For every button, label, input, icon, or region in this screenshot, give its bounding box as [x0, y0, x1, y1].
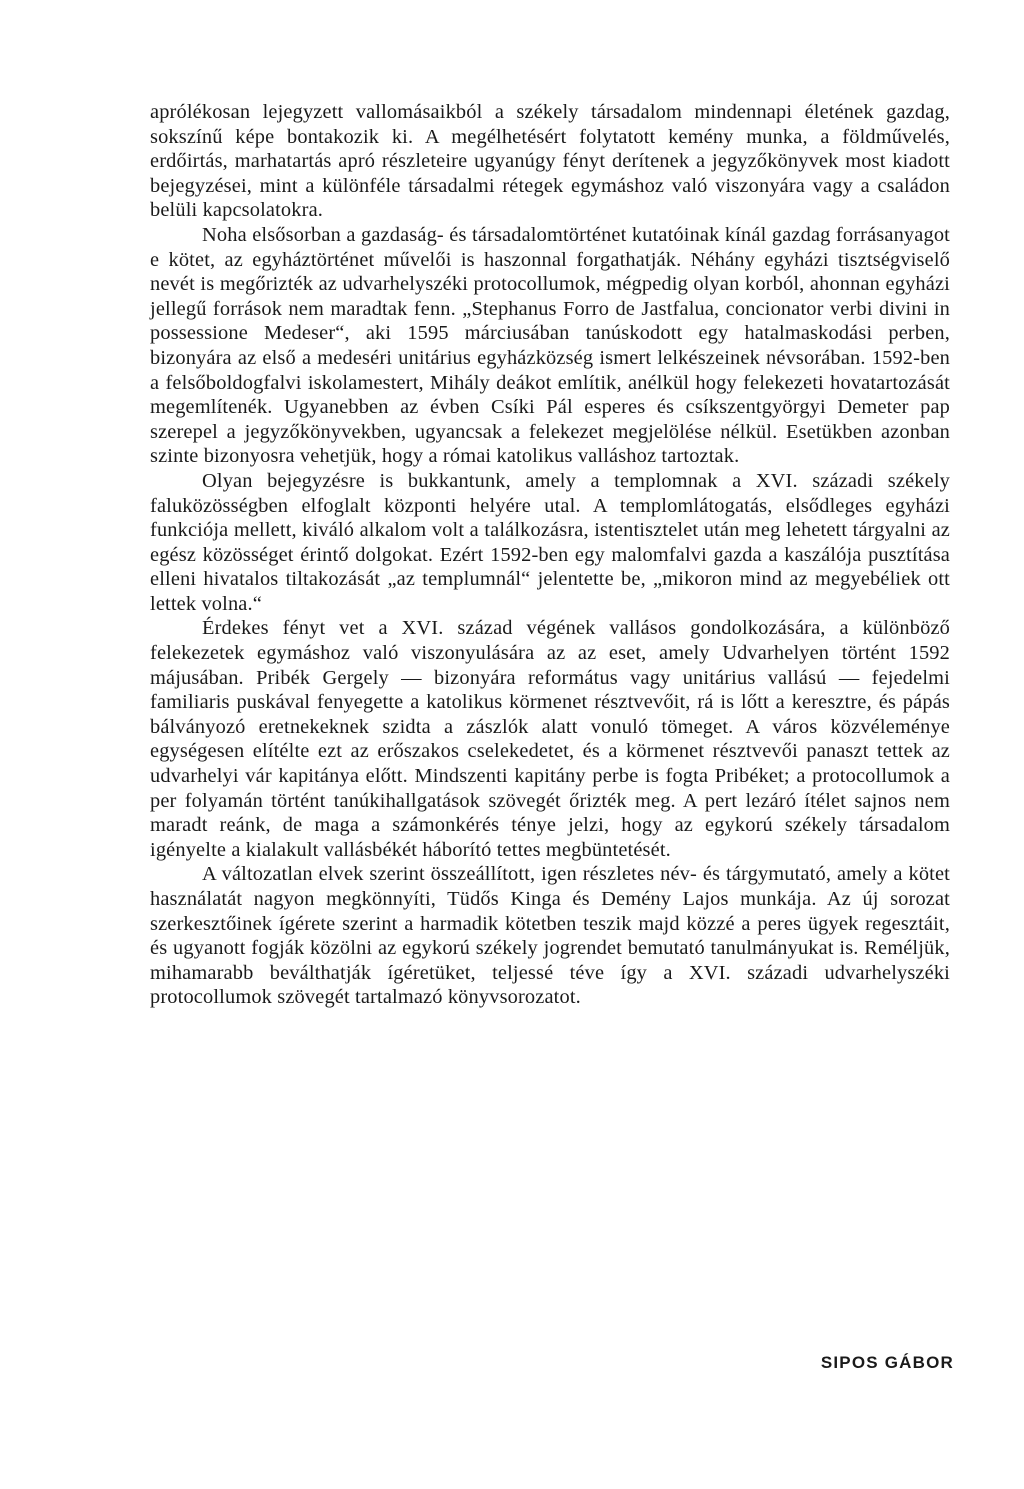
paragraph-1: aprólékosan lejegyzett vallomásaikból a székely társadalom mindennapi életének gazdag, sokszínű képe bontakozik ki. A megélhetésért folytatott kemény munka, a földművelés, erdőirtás, marhatartás apró részleteire ugyanúgy fényt derítenek a jegyzőkönyvek most kiadott bejegyzései, mint a különféle társadalmi rétegek egymáshoz való viszonyára vagy a családon belüli kapcsolatokra.	[150, 101, 950, 222]
document-body	[150, 100, 950, 1010]
author-signature: SIPOS GÁBOR	[820, 1353, 954, 1372]
paragraph-3: Olyan bejegyzésre is bukkantunk, amely a templomnak a XVI. századi székely faluközösségben elfoglalt központi helyére utal. A templomlátogatás, elsődleges egyházi funkciója mellett, kiváló alkalom volt a találkozásra, istentisztelet után meg lehetett tárgyalni az egész közösséget érintő dolgokat. Ezért 1592-ben egy malomfalvi gazda a kaszálója pusztítása elleni hivatalos tiltakozását „az templumnál“ jelentette be, „mikoron mind az megyebéliek ott lettek volna.“	[150, 469, 950, 615]
paragraph-5: A változatlan elvek szerint összeállított, igen részletes név- és tárgymutató, amely a kötet használatát nagyon megkönnyíti, Tüdős Kinga és Demény Lajos munkája. Az új sorozat szerkesztőinek ígérete szerint a harmadik kötetben teszik majd közzé a peres ügyek regesztáit, és ugyanott fogják közölni az egykorú székely jogrendet bemutató tanulmányukat is. Reméljük, mihamarabb beválthatják ígéretüket, teljessé téve így a XVI. századi udvarhelyszéki protocollumok szövegét tartalmazó könyvsorozatot.	[150, 863, 950, 1009]
paragraph-2: Noha elsősorban a gazdaság- és társadalomtörténet kutatóinak kínál gazdag forrásanyagot e kötet, az egyháztörténet művelői is haszonnal forgathatják. Néhány egyházi tisztségviselő nevét is megőrizték az udvarhelyszéki protocollumok, mégpedig olyan korból, ahonnan egyházi jellegű források nem maradtak fenn. „Stephanus Forro de Jastfalua, concionator verbi divini in possessione Medeser“, aki 1595 márciusában tanúskodott egy hatalmaskodási perben, bizonyára az első a medeséri unitárius egyházközség ismert lelkészeinek névsorában. 1592-ben a felsőboldogfalvi iskolamestert, Mihály deákot említik, anélkül hogy felekezeti hovatartozását megemlítenék. Ugyanebben az évben Csíki Pál esperes és csíkszentgyörgyi Demeter pap szerepel a jegyzőkönyvekben, ugyancsak a felekezet megjelölése nélkül. Esetükben azonban szinte bizonyosra vehetjük, hogy a római katolikus valláshoz tartoztak.	[150, 223, 950, 468]
paragraph-4: Érdekes fényt vet a XVI. század végének vallásos gondolkozására, a különböző felekezetek egymáshoz való viszonyulására az az eset, amely Udvarhelyen történt 1592 májusában. Pribék Gergely — bizonyára református vagy unitárius vallású — fejedelmi familiaris puskával fenyegette a katolikus körmenet résztvevőit, rá is lőtt a keresztre, és pápás bálványozó eretnekeknek szidta a zászlók alatt vonuló tömeget. A város közvéleménye egységesen elítélte ezt az erőszakos cselekedetet, és a körmenet résztvevői panaszt tettek az udvarhelyi vár kapitánya előtt. Mindszenti kapitány perbe is fogta Pribéket; a protocollumok a per folyamán történt tanúkihallgatások szövegét őrizték meg. A pert lezáró ítélet sajnos nem maradt reánk, de maga a számonkérés ténye jelzi, hogy az egykorú székely társadalom igényelte a kialakult vallásbékét háborító tettes megbüntetését.	[150, 617, 950, 861]
